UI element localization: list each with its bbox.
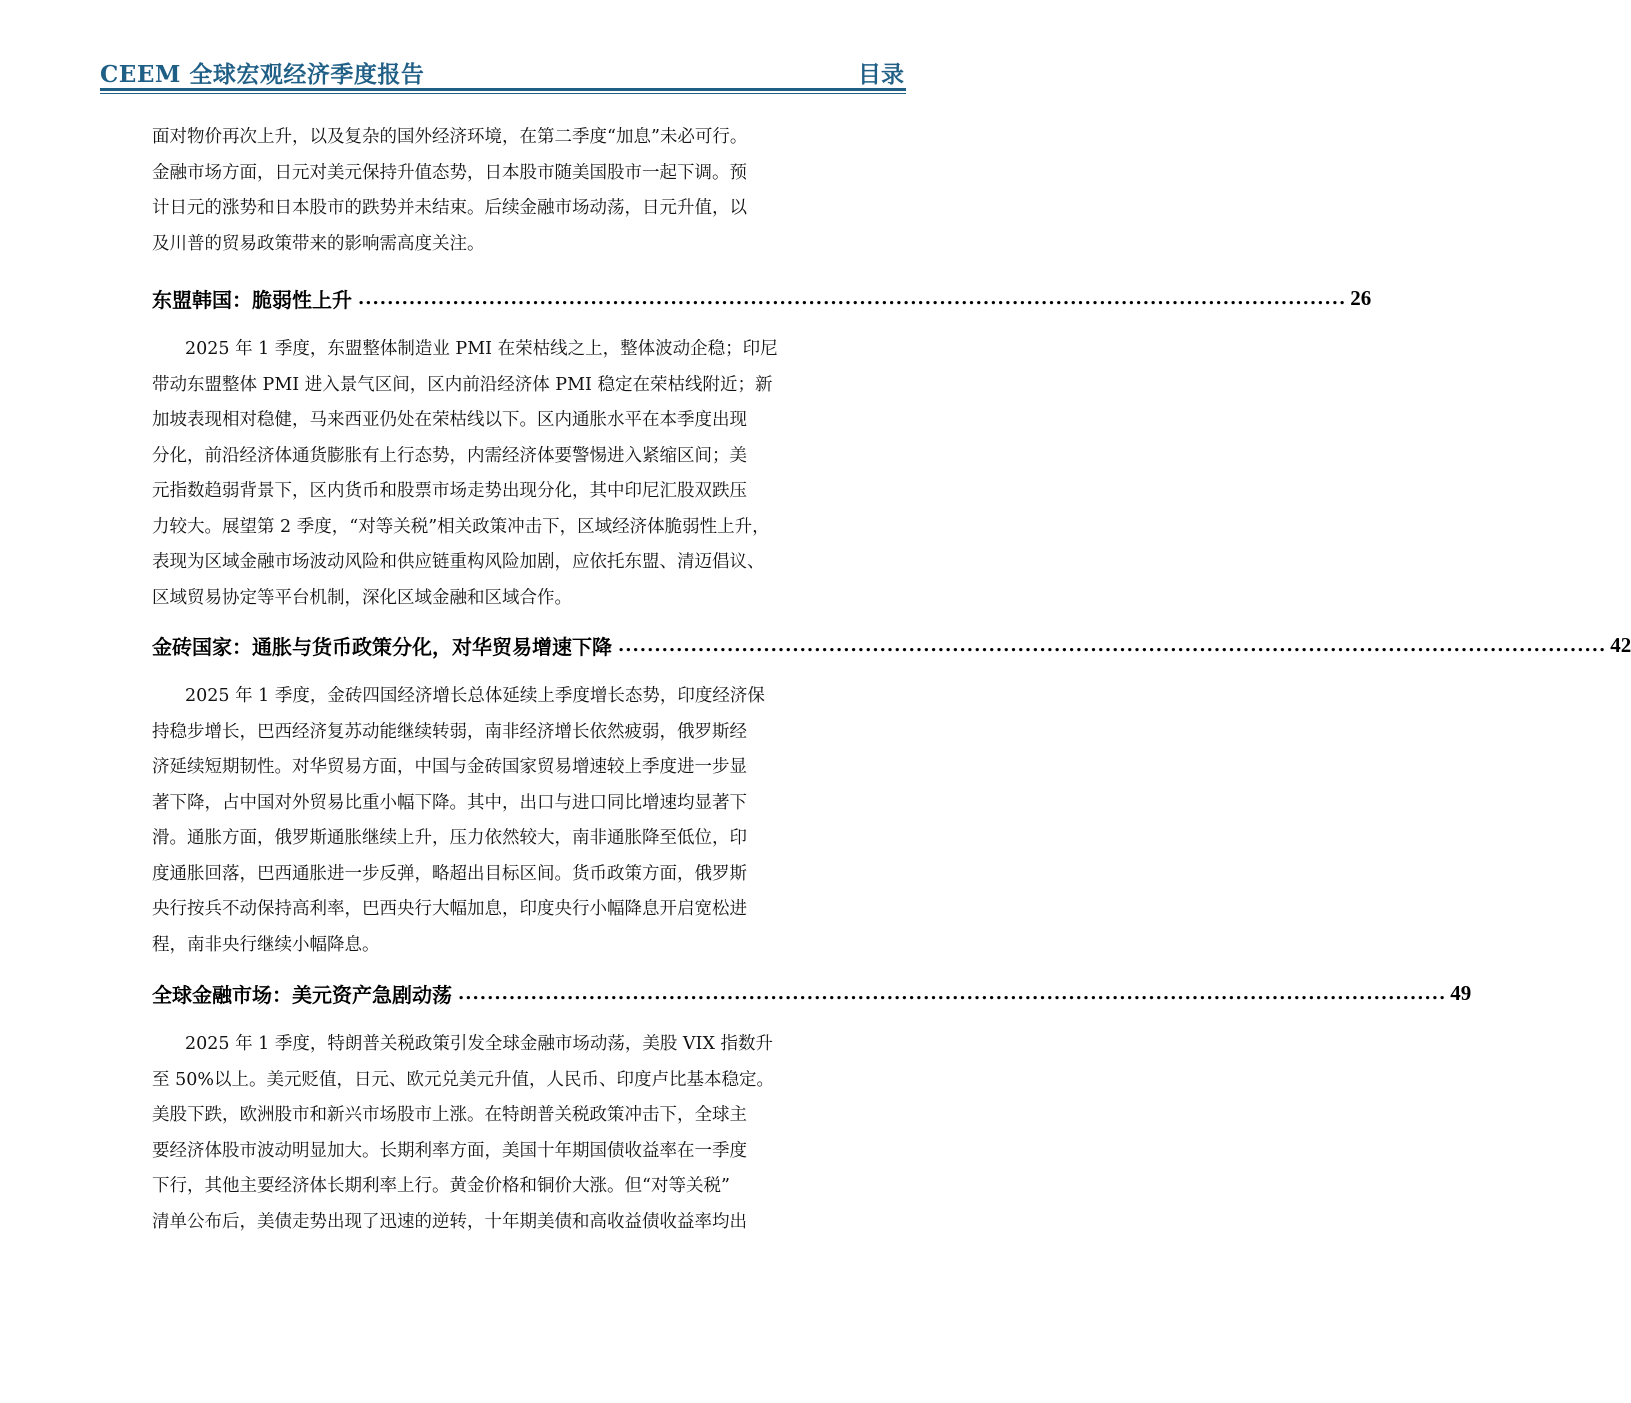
toc-entry-title: 东盟韩国：脆弱性上升 [152,287,352,312]
page-header [100,56,906,90]
text-line: 面对物价再次上升，以及复杂的国外经济环境，在第二季度“加息”未必可行。 [152,127,748,147]
toc-page-number: 49 [1450,980,1472,1005]
toc-leader-dots: ........................................................................................................................................ [458,982,1447,1004]
text-line: 要经济体股市波动明显加大。长期利率方面，美国十年期国债收益率在一季度 [152,1140,747,1161]
text-line: 下行，其他主要经济体长期利率上行。黄金价格和铜价大涨。但“对等关税” [152,1176,730,1196]
text-line: 元指数趋弱背景下，区内货币和股票市场走势出现分化，其中印尼汇股双跌压 [152,481,747,501]
text-line: 计日元的涨势和日本股市的跌势并未结束。后续金融市场动荡，日元升值，以 [152,198,747,218]
text-line: 2025 年 1 季度，金砖四国经济增长总体延续上季度增长态势，印度经济保 [185,686,765,706]
toc-label: 目录 [858,61,904,88]
section-summary-brics [152,679,864,963]
text-line: 金融市场方面，日元对美元保持升值态势，日本股市随美国股市一起下调。预 [152,162,747,183]
toc-entry-title: 金砖国家：通胀与货币政策分化，对华贸易增速下降 [152,634,612,659]
toc-page-number: 26 [1350,285,1372,310]
text-line: 度通胀回落，巴西通胀进一步反弹，略超出目标区间。货币政策方面，俄罗斯 [152,863,747,884]
toc-page-number: 42 [1610,632,1631,657]
text-line: 程，南非央行继续小幅降息。 [152,934,380,955]
header-rule-thin [100,93,906,94]
text-line: 分化，前沿经济体通货膨胀有上行态势，内需经济体要警惕进入紧缩区间；美 [152,445,747,466]
toc-entry-asean-korea[interactable] [152,281,1372,315]
intro-paragraph [152,120,864,262]
toc-entry-global-financial-markets[interactable] [152,976,1472,1010]
text-line: 清单公布后，美债走势出现了迅速的逆转，十年期美债和高收益债收益率均出 [152,1211,747,1232]
text-line: 表现为区域金融市场波动风险和供应链重构风险加剧，应依托东盟、清迈倡议、 [152,552,765,572]
toc-entry-brics[interactable] [152,628,1631,662]
text-line: 加坡表现相对稳健，马来西亚仍处在荣枯线以下。区内通胀水平在本季度出现 [152,410,747,430]
text-line: 著下降，占中国对外贸易比重小幅下降。其中，出口与进口同比增速均显著下 [152,792,747,813]
toc-leader-dots: ........................................................................................................................................ [618,634,1607,656]
toc-entry-title: 全球金融市场：美元资产急剧动荡 [152,982,452,1007]
text-line: 央行按兵不动保持高利率，巴西央行大幅加息，印度央行小幅降息开启宽松进 [152,899,747,919]
section-summary-global-financial-markets [152,1027,864,1240]
text-line: 及川普的贸易政策带来的影响需高度关注。 [152,233,485,254]
report-title: CEEM 全球宏观经济季度报告 [100,61,425,88]
text-line: 济延续短期韧性。对华贸易方面，中国与金砖国家贸易增速较上季度进一步显 [152,757,747,777]
text-line: 持稳步增长，巴西经济复苏动能继续转弱，南非经济增长依然疲弱，俄罗斯经 [152,721,747,742]
section-summary-asean-korea [152,332,864,616]
header-rule-thick [100,88,906,91]
text-line: 至 50%以上。美元贬值，日元、欧元兑美元升值，人民币、印度卢比基本稳定。 [152,1069,774,1090]
text-line: 带动东盟整体 PMI 进入景气区间，区内前沿经济体 PMI 稳定在荣枯线附近；新 [152,374,773,395]
text-line: 美股下跌，欧洲股市和新兴市场股市上涨。在特朗普关税政策冲击下，全球主 [152,1105,747,1125]
text-line: 2025 年 1 季度，东盟整体制造业 PMI 在荣枯线之上，整体波动企稳；印尼 [185,339,778,359]
toc-leader-dots: ........................................................................................................................................ [358,287,1347,309]
text-line: 区域贸易协定等平台机制，深化区域金融和区域合作。 [152,587,572,608]
text-line: 2025 年 1 季度，特朗普关税政策引发全球金融市场动荡，美股 VIX 指数升 [185,1034,773,1054]
text-line: 滑。通胀方面，俄罗斯通胀继续上升，压力依然较大，南非通胀降至低位，印 [152,828,747,848]
text-line: 力较大。展望第 2 季度，“对等关税”相关政策冲击下，区域经济体脆弱性上升， [152,516,770,537]
